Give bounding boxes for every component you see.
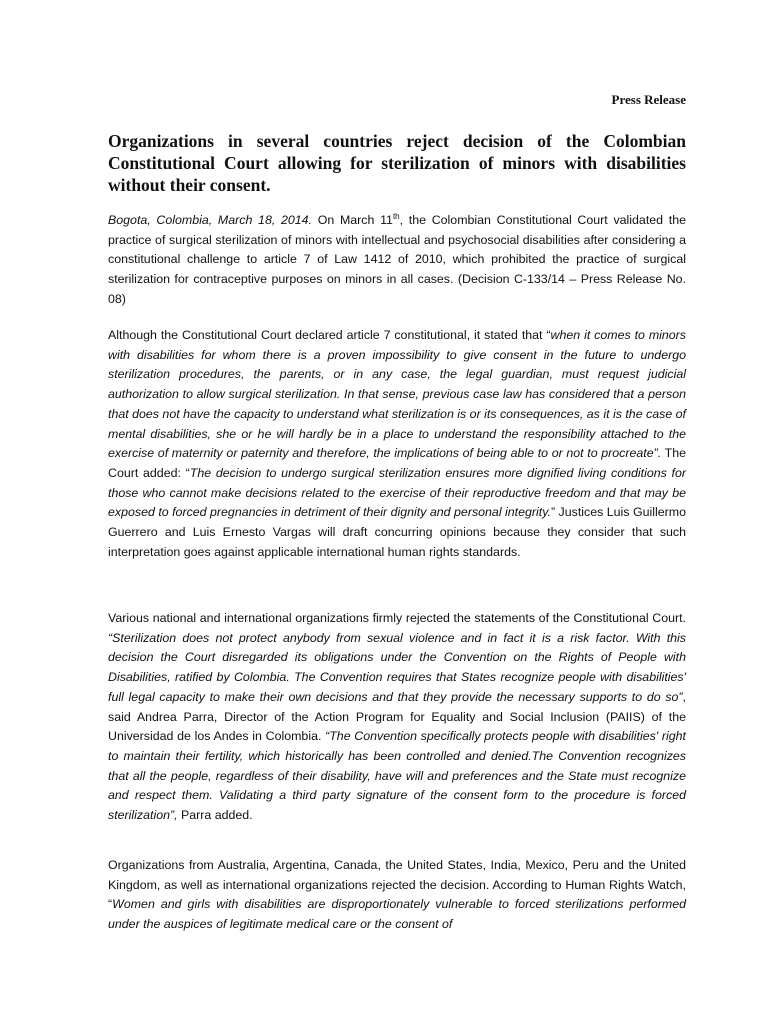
ordinal-suffix: th (392, 211, 400, 221)
paragraph-court-ruling (108, 326, 686, 562)
paragraph-text: ” Justices Luis Guillermo Guerrero and Luis Ernesto Vargas will draft concurring opinions because they consider that such interpretation goes against applicable international human rights standards. (108, 505, 686, 559)
court-quote: when it comes to minors with disabilities for whom there is a proven impossibility to give consent in the future to undergo sterilization procedures, the parents, or in any case, the legal guardian, must request judicial authorization to allow surgical sterilization. In that sense, previous case law has considered that a person that does not have the capacity to understand what sterilization is or its consequences, as it is the case of mental disabilities, she or he will hardly be in a place to understand the responsibility attached to the exercise of maternity or paternity and therefore, the implications of being able to or not to procreate”. (108, 328, 686, 461)
paragraph-dateline (108, 211, 686, 310)
paragraph-text: , said Andrea Parra, Director of the Action Program for Equality and Social Inclusion (PAIIS) of the Universidad de los Andes in Colombia. (108, 689, 686, 744)
paragraph-text: Although the Constitutional Court declared article 7 constitutional, it stated that “ (108, 328, 551, 342)
paragraph-text: Parra added. (177, 808, 253, 823)
parra-quote: “The Convention specifically protects people with disabilities' right to maintain their fertility, which historically has been controlled and denied.The Convention recognizes that all the people, regardless of their disability, have will and preferences and the State must recognize and respect them. Validating a third party signature of the consent form to the procedure is forced sterilization”, (108, 729, 687, 823)
paragraph-organizations-reaction (108, 609, 686, 826)
parra-quote: “Sterilization does not protect anybody from sexual violence and in fact it is a risk factor. With this decision the Court disregarded its obligations under the Convention on the Rights of People with Disabilities, ratified by Colombia. The Convention requires that States recognize people with disabilities' full legal capacity to make their own decisions and that they provide the necessary supports to do so” (108, 630, 686, 704)
paragraph-text: The Court added: “ (108, 446, 686, 480)
paragraph-text: On March 11 (312, 213, 393, 227)
paragraph-text: Various national and international organizations firmly rejected the statements of the Constitutional Court. (108, 611, 686, 625)
press-release-label: Press Release (611, 92, 686, 107)
document-title: Organizations in several countries reject decision of the Colombian Constitutional Court allowing for sterilization of minors with disabilities without their consent. (108, 131, 686, 195)
paragraph-text: Organizations from Australia, Argentina, Canada, the United States, India, Mexico, Peru and the United Kingdom, as well as international organizations rejected the decision. According to Human Rights Watch, “ (108, 858, 686, 912)
dateline: Bogota, Colombia, March 18, 2014. (108, 213, 312, 227)
hrw-quote: Women and girls with disabilities are disproportionately vulnerable to forced sterilizations performed under the auspices of legitimate medical care or the consent of (108, 897, 686, 932)
court-quote: The decision to undergo surgical sterilization ensures more dignified living conditions for those who cannot make decisions related to the exercise of their reproductive freedom and that may be exposed to forced pregnancies in detriment of their dignity and personal integrity. (108, 465, 686, 520)
paragraph-text: , the Colombian Constitutional Court validated the practice of surgical sterilization of minors with intellectual and psychosocial disabilities after considering a constitutional challenge to article 7 of Law 1412 of 2010, which prohibited the practice of surgical sterilization for contraceptive purposes on minors in all cases. (Decision C-133/14 – Press Release No. 08) (108, 213, 686, 306)
paragraph-international-reaction (108, 856, 686, 935)
